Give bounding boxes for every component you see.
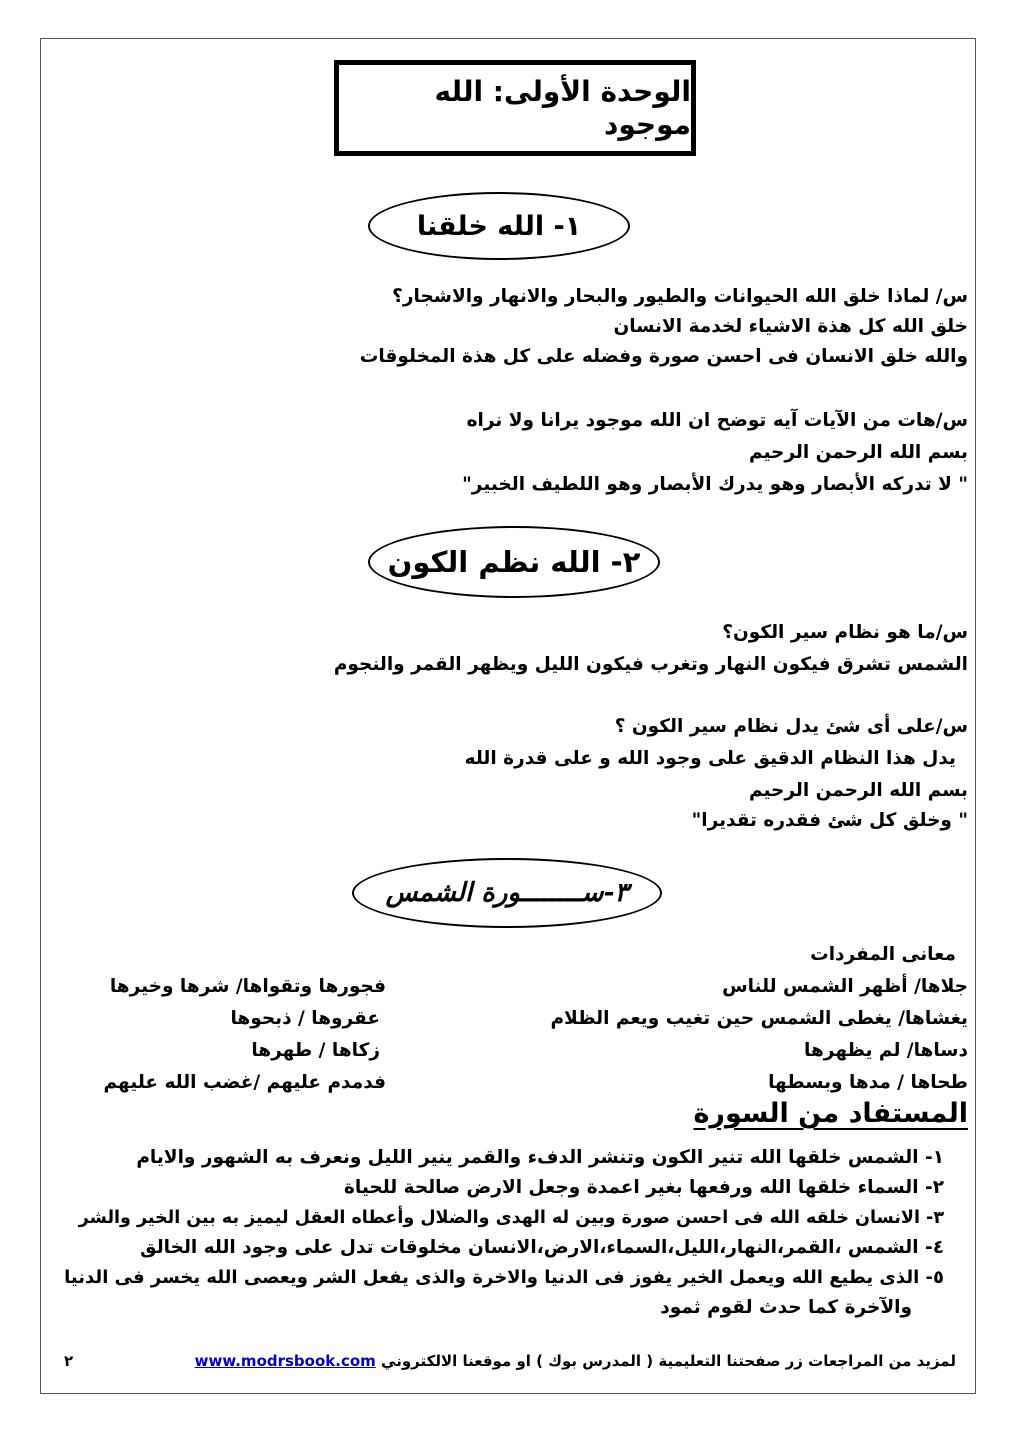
lesson-point-2: ٢- السماء خلقها الله ورفعها بغير اعمدة وجعل الارض صالحة للحياة — [343, 1177, 944, 1198]
lesson1-question2: س/هات من الآيات آيه توضح ان الله موجود يرانا ولا نراه — [466, 410, 968, 431]
lesson1-basmala: بسم الله الرحمن الرحيم — [748, 442, 968, 463]
lesson2-question1: س/ما هو نظام سير الكون؟ — [722, 622, 968, 643]
footer — [110, 1352, 956, 1370]
lesson1-answer1-line1: خلق الله كل هذة الاشياء لخدمة الانسان — [613, 316, 968, 337]
vocab-right-2: يغشاها/ يغطى الشمس حين تغيب ويعم الظلام — [550, 1008, 968, 1029]
lesson1-answer1-line2: والله خلق الانسان فى احسن صورة وفضله على كل هذة المخلوقات — [359, 346, 968, 367]
lesson-point-1: ١- الشمس خلقها الله تنير الكون وتنشر الدفء والقمر ينير الليل ونعرف به الشهور والايام — [136, 1147, 944, 1168]
footer-text: لمزيد من المراجعات زر صفحتنا التعليمية ( المدرس بوك ) او موقعنا الالكتروني — [381, 1352, 956, 1370]
lesson1-verse: " لا تدركه الأبصار وهو يدرك الأبصار وهو اللطيف الخبير" — [462, 474, 968, 495]
lesson2-answer1: الشمس تشرق فيكون النهار وتغرب فيكون الليل ويظهر القمر والنجوم — [333, 654, 968, 675]
vocab-right-4: طحاها / مدها وبسطها — [768, 1072, 968, 1093]
lesson-point-4: ٤- الشمس ،القمر،النهار،الليل،السماء،الارض،الانسان مخلوقات تدل على وجود الله الخالق — [140, 1237, 944, 1258]
lesson2-basmala: بسم الله الرحمن الرحيم — [748, 780, 968, 801]
unit-title: الوحدة الأولى: الله موجود — [334, 60, 696, 156]
lesson1-question1: س/ لماذا خلق الله الحيوانات والطيور والبحار والانهار والاشجار؟ — [392, 286, 968, 307]
page-number: ٢ — [64, 1352, 74, 1370]
vocab-left-1: فجورها وتقواها/ شرها وخيرها — [109, 976, 386, 997]
lessons-learned-title: المستفاد من السورة — [693, 1098, 968, 1129]
lesson-point-3: ٣- الانسان خلقه الله فى احسن صورة وبين له الهدى والضلال وأعطاه العقل ليميز به بين الخير والشر — [78, 1208, 944, 1228]
vocab-right-1: جلاها/ أظهر الشمس للناس — [722, 976, 968, 997]
lesson1-heading: ١- الله خلقنا — [368, 192, 630, 260]
vocab-left-3: زكاها / طهرها — [251, 1040, 380, 1061]
vocab-right-3: دساها/ لم يظهرها — [804, 1040, 968, 1061]
lesson2-answer2: يدل هذا النظام الدقيق على وجود الله و على قدرة الله — [464, 748, 956, 769]
vocab-left-4: فدمدم عليهم /غضب الله عليهم — [103, 1072, 386, 1093]
lesson2-verse: " وخلق كل شئ فقدره تقديرا" — [691, 810, 968, 831]
lesson-point-5: ٥- الذى يطيع الله ويعمل الخير يفوز فى الدنيا والاخرة والذى يفعل الشر ويعصى الله يخسر فى الدنيا — [64, 1267, 944, 1288]
footer-link[interactable]: www.modrsbook.com — [194, 1352, 376, 1370]
vocab-left-2: عقروها / ذبحوها — [230, 1008, 380, 1029]
vocab-title: معانى المفردات — [810, 944, 956, 965]
lesson3-heading: ٣-ســــــــورة الشمس — [352, 858, 662, 928]
lesson-point-5-continuation: والآخرة كما حدث لقوم ثمود — [660, 1297, 912, 1318]
lesson2-question2: س/على أى شئ يدل نظام سير الكون ؟ — [614, 716, 968, 737]
lesson2-heading: ٢- الله نظم الكون — [368, 526, 660, 598]
